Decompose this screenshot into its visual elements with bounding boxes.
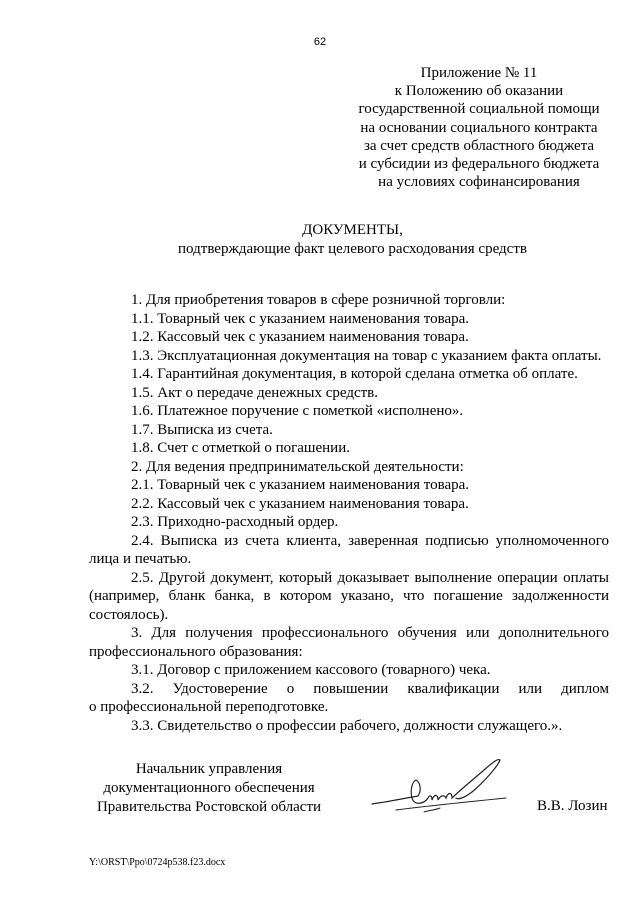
list-item: 2.1. Товарный чек с указанием наименования товара. bbox=[131, 477, 470, 493]
signatory-position bbox=[89, 760, 329, 817]
list-item: 3. Для получения профессионального обучения или дополнительного bbox=[131, 625, 609, 641]
appendix-line: государственной социальной помощи bbox=[358, 101, 600, 118]
list-item: 1.5. Акт о передаче денежных средств. bbox=[131, 384, 379, 401]
list-item: 1.4. Гарантийная документация, в которой сделана отметка об оплате. bbox=[131, 366, 578, 382]
position-line: документационного обеспечения bbox=[103, 780, 315, 796]
list-item: 2.4. Выписка из счета клиента, заверенная подписью уполномоченного bbox=[131, 532, 609, 549]
appendix-line: к Положению об оказании bbox=[394, 83, 564, 100]
appendix-line: Приложение № 11 bbox=[420, 65, 538, 81]
title-heading: ДОКУМЕНТЫ, bbox=[302, 222, 403, 238]
list-item: 1.8. Счет с отметкой о погашении. bbox=[131, 440, 350, 456]
list-item-continuation: профессионального образования: bbox=[89, 643, 303, 660]
list-item: 2. Для ведения предпринимательской деятельности: bbox=[131, 458, 464, 475]
list-item: 3.2. Удостоверение о повышении квалификации или диплом bbox=[131, 680, 609, 697]
list-item: 3.3. Свидетельство о профессии рабочего, должности служащего.». bbox=[131, 717, 563, 734]
file-path: Y:\ORST\Ppo\0724p538.f23.docx bbox=[89, 857, 226, 868]
list-item: 1.7. Выписка из счета. bbox=[131, 421, 273, 438]
list-item: 3.1. Договор с приложением кассового (товарного) чека. bbox=[131, 662, 491, 678]
appendix-line: за счет средств областного бюджета bbox=[363, 137, 595, 154]
document-title bbox=[0, 221, 640, 258]
list-item-continuation: о профессиональной переподготовке. bbox=[89, 699, 329, 715]
list-item-continuation: лица и печатью. bbox=[89, 551, 192, 567]
list-item: 2.2. Кассовый чек с указанием наименования товара. bbox=[131, 495, 469, 512]
list-item: 1.1. Товарный чек с указанием наименования товара. bbox=[131, 310, 470, 327]
appendix-line: на основании социального контракта bbox=[360, 119, 598, 136]
handwritten-signature bbox=[366, 752, 516, 822]
page-number: 62 bbox=[313, 36, 327, 48]
list-item: 1. Для приобретения товаров в сфере розничной торговли: bbox=[131, 292, 506, 308]
position-line: Правительства Ростовской области bbox=[96, 799, 322, 815]
signer-name: В.В. Лозин bbox=[537, 798, 608, 814]
appendix-line: на условиях софинансирования bbox=[378, 174, 580, 191]
document-body bbox=[89, 291, 609, 735]
list-item: 2.3. Приходно-расходный ордер. bbox=[131, 514, 339, 530]
list-item-continuation: состоялось). bbox=[89, 606, 169, 623]
position-line: Начальник управления bbox=[135, 761, 283, 777]
appendix-header bbox=[322, 64, 636, 191]
list-item: 1.2. Кассовый чек с указанием наименования товара. bbox=[131, 329, 469, 345]
list-item: 1.3. Эксплуатационная документация на товар с указанием факта оплаты. bbox=[131, 347, 602, 364]
title-subheading: подтверждающие факт целевого расходования средств bbox=[178, 240, 527, 257]
list-item: 1.6. Платежное поручение с пометкой «исполнено». bbox=[131, 403, 464, 419]
list-item: 2.5. Другой документ, который доказывает выполнение операции оплаты bbox=[131, 569, 609, 586]
appendix-line: и субсидии из федерального бюджета bbox=[358, 156, 600, 173]
list-item-continuation: (например, бланк банка, в котором указано, что погашение задолженности bbox=[89, 588, 609, 604]
